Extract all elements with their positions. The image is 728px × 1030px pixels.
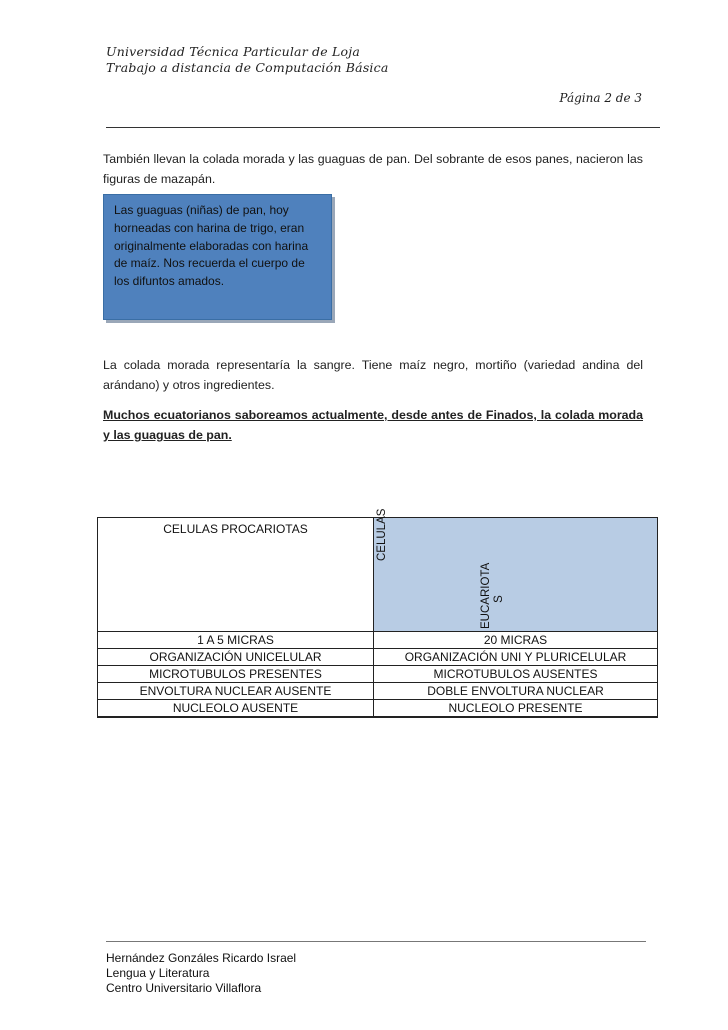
paragraph-colada: La colada morada representaría la sangre. Tiene maíz negro, mortiño (variedad andina del arándano) y otros ingredientes. (103, 358, 643, 392)
header-prokaryotes (98, 518, 374, 632)
table-cell: ORGANIZACIÓN UNICELULAR (98, 649, 374, 666)
footer-author: Hernández Gonzáles Ricardo Israel (106, 951, 297, 965)
table-header-row (98, 518, 658, 632)
callout-box (103, 194, 332, 320)
header-university: Universidad Técnica Particular de Loja (106, 44, 360, 59)
table-cell: MICROTUBULOS AUSENTES (374, 666, 658, 683)
table-row (98, 683, 658, 700)
header-prokaryotes-label: CELULAS PROCARIOTAS (163, 522, 308, 536)
header-vertical-eucariotas (480, 562, 506, 629)
page-number: Página 2 de 3 (559, 91, 642, 105)
header-vertical-eucariota-line2: S (493, 595, 505, 603)
callout-text: Las guaguas (niñas) de pan, hoy horneadas con harina de trigo, eran originalmente elaboradas con harina de maíz. Nos recuerda el cuerpo de los difuntos amados. (114, 203, 309, 289)
header-vertical-eucariota-line1: EUCARIOTA (480, 562, 492, 629)
header-eukaryotes (374, 508, 658, 632)
table-row (98, 666, 658, 683)
header-course: Trabajo a distancia de Computación Básica (106, 60, 389, 75)
table-cell: NUCLEOLO PRESENTE (374, 700, 658, 718)
table-row (98, 700, 658, 718)
header-divider (106, 127, 660, 128)
paragraph-emphasis: Muchos ecuatorianos saboreamos actualmente, desde antes de Finados, la colada morada y las guaguas de pan. (103, 408, 643, 442)
table-cell: MICROTUBULOS PRESENTES (98, 666, 374, 683)
table-row (98, 632, 658, 649)
table-cell: NUCLEOLO AUSENTE (98, 700, 374, 718)
cell-comparison-table (97, 508, 658, 718)
table-cell: ENVOLTURA NUCLEAR AUSENTE (98, 683, 374, 700)
table-row (98, 649, 658, 666)
paragraph-guaguas: También llevan la colada morada y las guaguas de pan. Del sobrante de esos panes, nacieron las figuras de mazapán. (103, 152, 643, 186)
header-vertical-celulas: CELULAS (376, 508, 388, 561)
footer-divider (106, 941, 646, 942)
footer-subject: Lengua y Literatura (106, 966, 210, 980)
footer-center: Centro Universitario Villaflora (106, 981, 262, 995)
table-cell: 1 A 5 MICRAS (98, 632, 374, 649)
table-cell: 20 MICRAS (374, 632, 658, 649)
table-cell: DOBLE ENVOLTURA NUCLEAR (374, 683, 658, 700)
table-cell: ORGANIZACIÓN UNI Y PLURICELULAR (374, 649, 658, 666)
